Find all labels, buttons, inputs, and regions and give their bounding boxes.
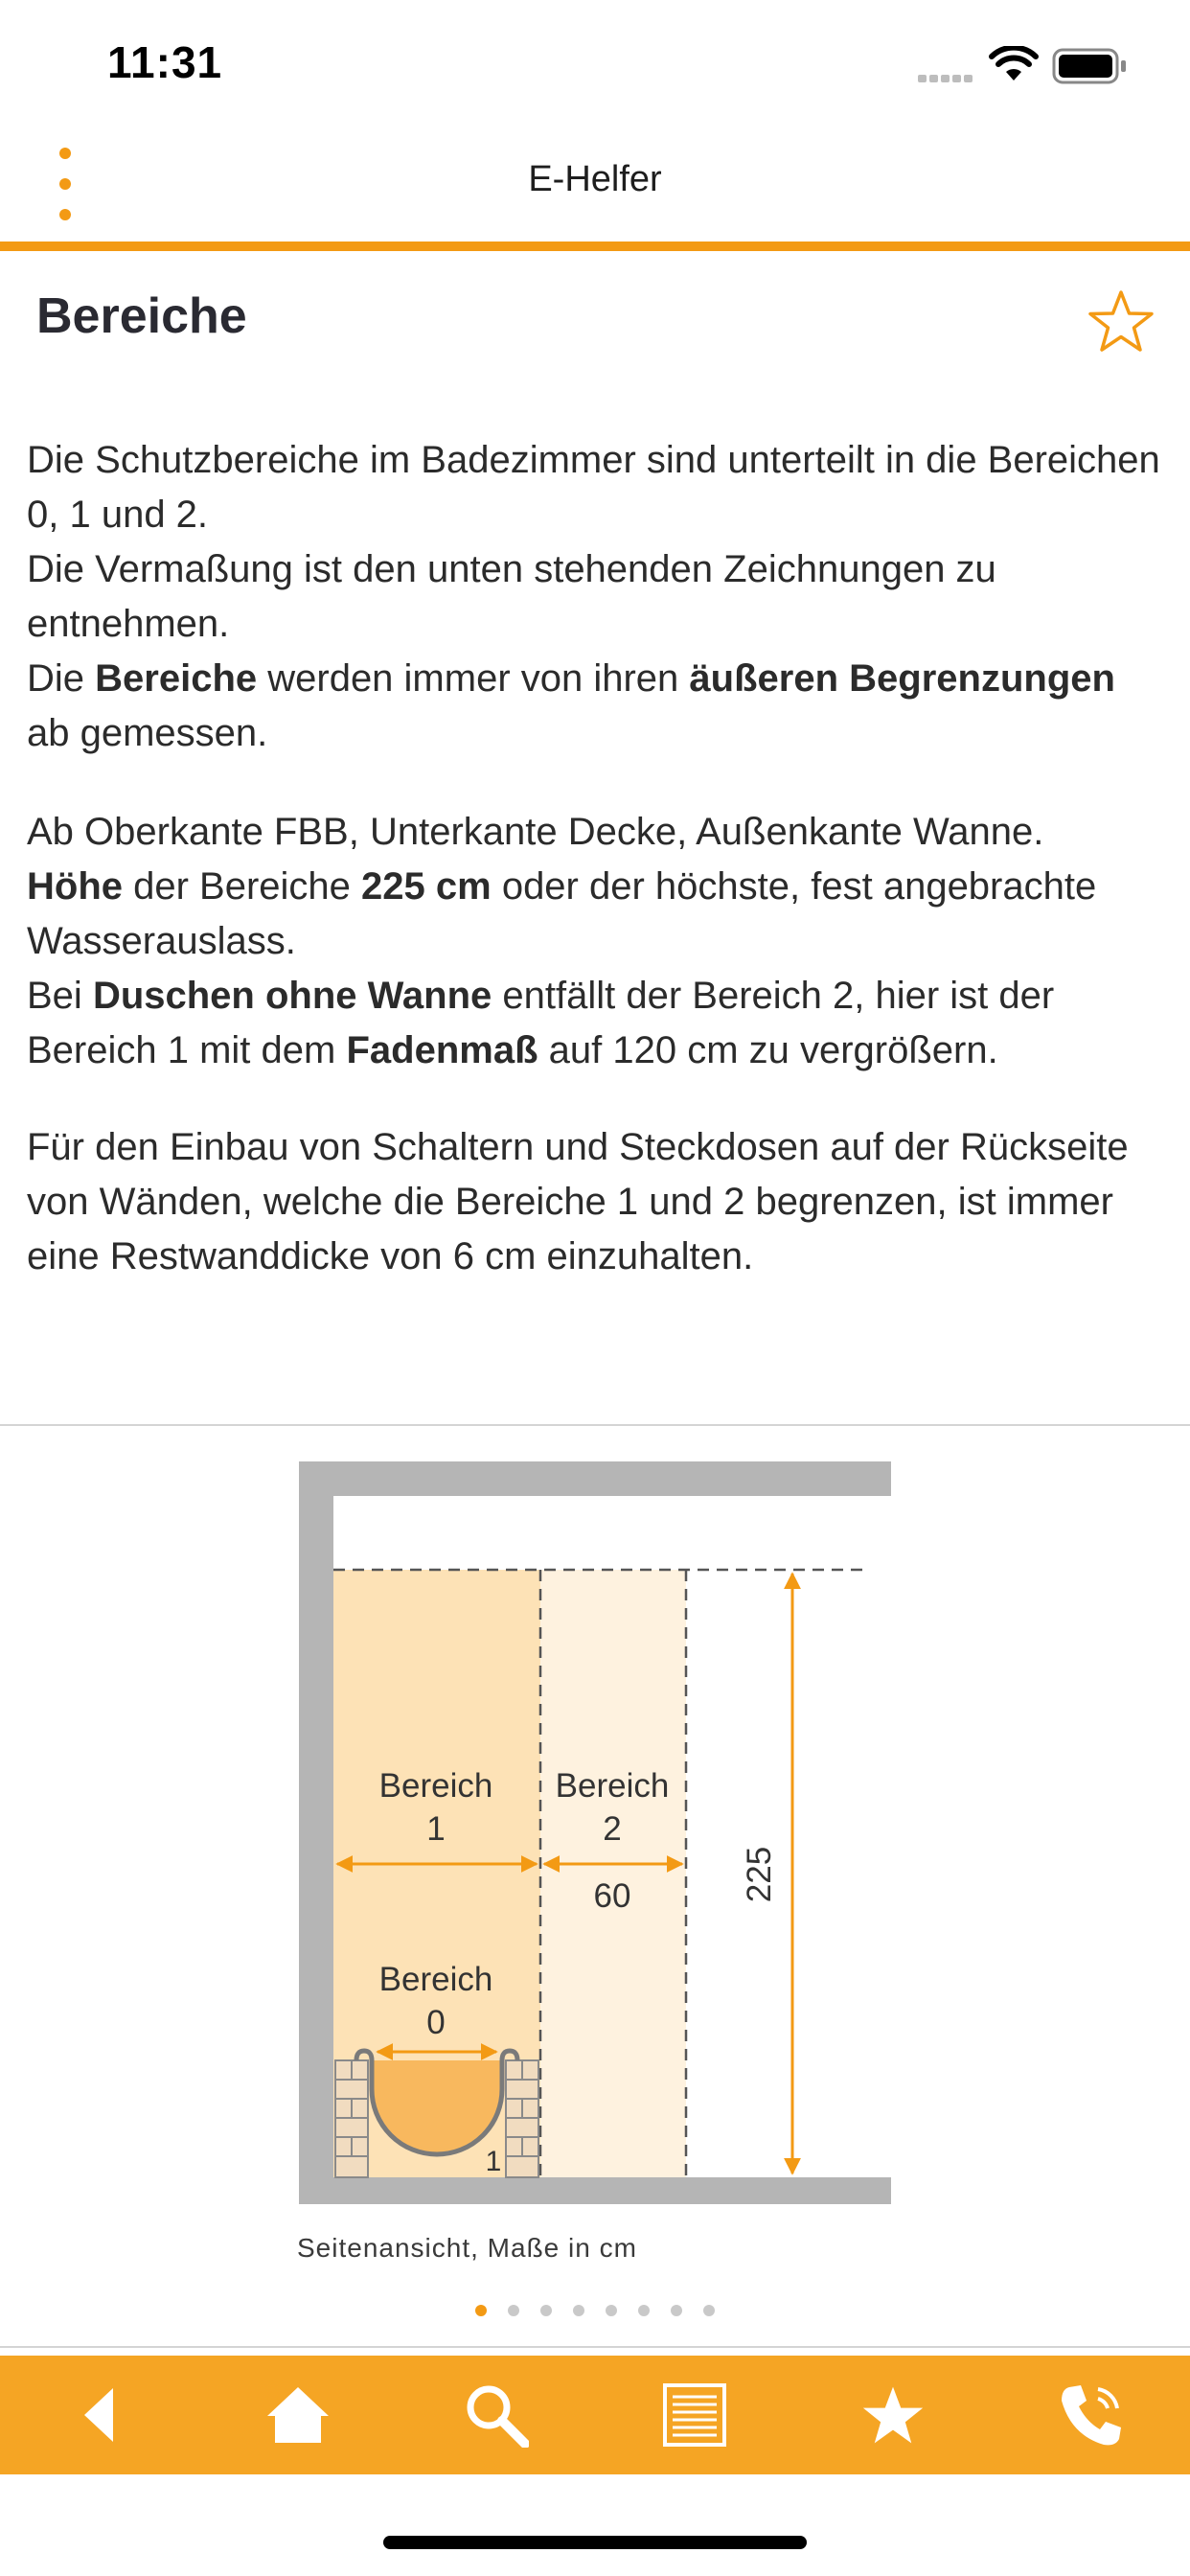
cellular-signal-icon <box>918 73 973 84</box>
info-paragraph-2: Ab Oberkante FBB, Unterkante Decke, Außenkante Wanne. Höhe der Bereiche 225 cm oder der höchste, fest angebrachte Wasserauslass. Bei Duschen ohne Wanne entfällt der Bereich 2, hier ist der Bereich 1 mit dem Fadenmaß auf 120 cm zu vergrößern. <box>27 811 1097 1071</box>
wifi-icon <box>989 46 1039 82</box>
info-paragraph-1: Die Schutzbereiche im Badezimmer sind unterteilt in die Bereichen 0, 1 und 2. Die Vermaßung ist den unten stehenden Zeichnungen zu entnehmen. Die Bereiche werden immer von ihren äußeren Begrenzungen ab gemessen. <box>27 439 1160 754</box>
section-divider-bottom <box>0 2346 1190 2348</box>
tub-zone-label: 1 <box>485 2146 502 2177</box>
bathroom-zones-diagram <box>0 1438 1190 2204</box>
zone-1-label-line1: Bereich <box>378 1767 493 1805</box>
section-divider <box>0 1424 1190 1426</box>
home-button[interactable] <box>240 2362 355 2468</box>
zone-2-label-line1: Bereich <box>555 1767 670 1805</box>
brick-pillar-right <box>506 2060 538 2177</box>
page-dot[interactable] <box>475 2305 487 2316</box>
page-dot[interactable] <box>573 2305 584 2316</box>
list-button[interactable] <box>637 2362 752 2468</box>
left-wall <box>299 1461 333 2204</box>
height-label: 225 <box>741 1846 778 1903</box>
floor <box>299 2177 891 2204</box>
page-dot[interactable] <box>703 2305 715 2316</box>
zone-0-label-line1: Bereich <box>378 1961 493 1998</box>
nav-divider <box>0 242 1190 251</box>
zone-1-label-line2: 1 <box>426 1810 446 1848</box>
phone-icon <box>1058 2381 1125 2449</box>
phone-button[interactable] <box>1034 2362 1149 2468</box>
battery-icon <box>1052 48 1129 84</box>
ceiling-wall <box>299 1461 891 1496</box>
bottom-toolbar <box>0 2356 1190 2474</box>
nav-title: E-Helfer <box>528 159 662 199</box>
diagram-caption: Seitenansicht, Maße in cm <box>297 2233 637 2263</box>
star-icon <box>861 2383 925 2447</box>
page-dot[interactable] <box>638 2305 650 2316</box>
page-title: Bereiche <box>36 288 247 344</box>
zone-0-label-line2: 0 <box>426 2004 446 2041</box>
search-button[interactable] <box>439 2362 554 2468</box>
home-icon <box>265 2385 331 2445</box>
zone-2-label-line2: 2 <box>603 1810 622 1848</box>
page-dot[interactable] <box>671 2305 682 2316</box>
status-time: 11:31 <box>107 37 223 87</box>
page-dot[interactable] <box>540 2305 552 2316</box>
favorites-button[interactable] <box>835 2362 950 2468</box>
page-dot[interactable] <box>508 2305 519 2316</box>
home-indicator[interactable] <box>383 2536 807 2549</box>
list-icon <box>663 2383 726 2447</box>
brick-pillar-left <box>335 2060 368 2177</box>
star-outline-icon[interactable] <box>1087 288 1156 356</box>
info-paragraph-3: Für den Einbau von Schaltern und Steckdosen auf der Rückseite von Wänden, welche die Bereiche 1 und 2 begrenzen, ist immer eine Restwanddicke von 6 cm einzuhalten. <box>27 1126 1129 1277</box>
page-dot[interactable] <box>606 2305 617 2316</box>
search-icon <box>464 2382 529 2448</box>
zone-2-area <box>540 1570 686 2177</box>
back-arrow-icon <box>80 2386 119 2444</box>
zone-2-width-label: 60 <box>593 1877 631 1915</box>
page-indicator[interactable] <box>0 2304 1190 2321</box>
back-button[interactable] <box>42 2362 157 2468</box>
